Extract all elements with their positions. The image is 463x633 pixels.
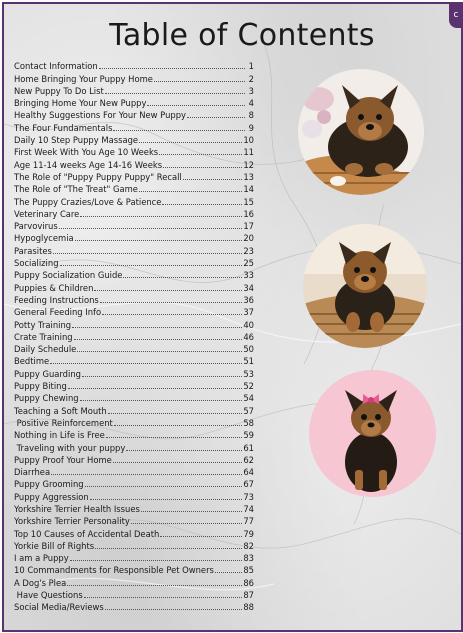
toc-entry-page: 46 — [243, 331, 254, 342]
toc-entry-page: 13 — [243, 171, 254, 182]
toc-entry[interactable] — [14, 72, 254, 84]
dot-leader — [74, 339, 243, 340]
toc-entry-label: Bringing Home Your New Puppy — [14, 98, 147, 109]
toc-entry[interactable] — [14, 85, 254, 97]
dot-leader — [113, 130, 245, 131]
toc-entry[interactable] — [14, 589, 254, 601]
toc-entry-label: Parasites — [14, 245, 52, 256]
toc-entry-label: Age 11-14 weeks Age 14-16 Weeks — [14, 159, 163, 170]
toc-entry[interactable] — [14, 343, 254, 355]
toc-entry-page: 62 — [243, 454, 254, 465]
toc-entry-page: 8 — [248, 110, 254, 121]
toc-entry-page: 1 — [248, 61, 254, 72]
toc-entry-page: 82 — [243, 540, 254, 551]
dot-leader — [163, 167, 242, 168]
toc-entry[interactable] — [14, 576, 254, 588]
dot-leader — [100, 302, 243, 303]
toc-entry-label: The Role of "The Treat" Game — [14, 184, 138, 195]
toc-entry-label: New Puppy To Do List — [14, 85, 104, 96]
toc-entry-page: 51 — [243, 356, 254, 367]
dot-leader — [139, 142, 242, 143]
dot-leader — [123, 277, 242, 278]
toc-entry-label: Puppy Proof Your Home — [14, 454, 112, 465]
toc-entry[interactable] — [14, 404, 254, 416]
toc-entry-page: 54 — [243, 393, 254, 404]
toc-entry-label: Bedtime — [14, 356, 50, 367]
toc-entry-label: Positive Reinforcement — [14, 417, 113, 428]
toc-entry-label: Healthy Suggestions For Your New Puppy — [14, 110, 186, 121]
toc-entry-label: Yorkie Bill of Rights — [14, 540, 95, 551]
puppy-in-basket-with-flowers-image — [298, 69, 424, 195]
toc-entry-label: Parvovirus — [14, 221, 58, 232]
dot-leader — [162, 204, 242, 205]
toc-entry[interactable] — [14, 380, 254, 392]
toc-entry-label: Diarrhea — [14, 467, 51, 478]
toc-entry-page: 4 — [248, 98, 254, 109]
dot-leader — [160, 536, 242, 537]
toc-entry-label: Have Questions — [14, 590, 83, 601]
dot-leader — [59, 228, 243, 229]
dot-leader — [51, 474, 242, 475]
toc-entry-page: 87 — [243, 590, 254, 601]
toc-entry[interactable] — [14, 146, 254, 158]
toc-entry[interactable] — [14, 601, 254, 613]
toc-entry[interactable] — [14, 355, 254, 367]
toc-entry[interactable] — [14, 244, 254, 256]
toc-entry-page: 77 — [243, 516, 254, 527]
dot-leader — [183, 179, 243, 180]
dot-leader — [141, 511, 242, 512]
dot-leader — [50, 363, 242, 364]
dot-leader — [77, 351, 242, 352]
toc-entry-page: 33 — [243, 270, 254, 281]
toc-entry-page: 23 — [243, 245, 254, 256]
toc-entry-page: 16 — [243, 208, 254, 219]
toc-entry-page: 57 — [243, 405, 254, 416]
toc-entry-label: Top 10 Causes of Accidental Death — [14, 528, 160, 539]
page-title: Table of Contents — [109, 18, 375, 53]
toc-entry-page: 52 — [243, 381, 254, 392]
toc-entry[interactable] — [14, 97, 254, 109]
toc-entry-label: General Feeding Info — [14, 307, 102, 318]
toc-entry-label: Traveling with your puppy — [14, 442, 126, 453]
toc-entry-label: Puppy Grooming — [14, 479, 84, 490]
dot-leader — [82, 376, 242, 377]
dot-leader — [147, 105, 245, 106]
toc-entry-label: Veterinary Care — [14, 208, 80, 219]
dot-leader — [215, 572, 242, 573]
toc-entry[interactable] — [14, 417, 254, 429]
toc-entry-page: 53 — [243, 368, 254, 379]
dot-leader — [75, 240, 243, 241]
toc-entry-label: A Dog's Plea — [14, 577, 67, 588]
toc-entry-label: First Week With You Age 10 Weeks — [14, 147, 159, 158]
dot-leader — [72, 327, 242, 328]
puppy-with-pink-bow-image — [309, 370, 436, 497]
toc-list — [14, 60, 254, 613]
toc-entry-page: 64 — [243, 467, 254, 478]
toc-entry-page: 36 — [243, 294, 254, 305]
dot-leader — [154, 81, 245, 82]
toc-entry-label: The Four Fundamentals — [14, 122, 113, 133]
dot-leader — [139, 191, 242, 192]
corner-tab[interactable]: c — [449, 2, 463, 28]
toc-entry[interactable] — [14, 429, 254, 441]
toc-entry-label: Feeding Instructions — [14, 294, 99, 305]
toc-entry-label: Potty Training — [14, 319, 72, 330]
dot-leader — [68, 388, 243, 389]
dot-leader — [102, 314, 242, 315]
toc-entry-page: 85 — [243, 565, 254, 576]
toc-entry-label: Yorkshire Terrier Personality — [14, 516, 130, 527]
dot-leader — [90, 499, 243, 500]
toc-entry[interactable] — [14, 183, 254, 195]
dot-leader — [105, 93, 245, 94]
dot-leader — [67, 585, 242, 586]
toc-entry[interactable] — [14, 318, 254, 330]
toc-entry[interactable] — [14, 515, 254, 527]
toc-entry-page: 59 — [243, 430, 254, 441]
dot-leader — [60, 265, 243, 266]
toc-entry-page: 11 — [243, 147, 254, 158]
toc-entry-page: 58 — [243, 417, 254, 428]
toc-entry[interactable] — [14, 503, 254, 515]
toc-entry-label: Puppy Chewing — [14, 393, 79, 404]
toc-entry[interactable] — [14, 490, 254, 502]
toc-entry[interactable] — [14, 478, 254, 490]
dot-leader — [126, 450, 242, 451]
toc-entry-label: Puppies & Children — [14, 282, 94, 293]
toc-entry-label: Socializing — [14, 258, 59, 269]
puppy-in-wicker-basket-image — [303, 224, 427, 348]
toc-entry-label: Contact Information — [14, 61, 98, 72]
toc-entry-label: Crate Training — [14, 331, 73, 342]
toc-entry[interactable] — [14, 441, 254, 453]
toc-entry[interactable] — [14, 208, 254, 220]
toc-entry[interactable] — [14, 281, 254, 293]
toc-entry[interactable] — [14, 331, 254, 343]
toc-entry-page: 14 — [243, 184, 254, 195]
toc-entry-label: Puppy Guarding — [14, 368, 81, 379]
toc-entry-page: 2 — [248, 73, 254, 84]
toc-entry[interactable] — [14, 306, 254, 318]
toc-entry-page: 83 — [243, 553, 254, 564]
dot-leader — [94, 290, 242, 291]
toc-entry-label: Yorkshire Terrier Health Issues — [14, 503, 140, 514]
toc-entry-page: 73 — [243, 491, 254, 502]
toc-entry[interactable] — [14, 527, 254, 539]
dot-leader — [108, 413, 243, 414]
dot-leader — [85, 486, 243, 487]
toc-entry-page: 10 — [243, 135, 254, 146]
dot-leader — [84, 597, 243, 598]
dot-leader — [80, 216, 242, 217]
toc-entry-label: I am a Puppy — [14, 553, 69, 564]
toc-entry-page: 3 — [248, 85, 254, 96]
toc-entry[interactable] — [14, 60, 254, 72]
toc-page — [2, 2, 463, 632]
toc-entry[interactable] — [14, 454, 254, 466]
dot-leader — [187, 117, 245, 118]
toc-entry-page: 40 — [243, 319, 254, 330]
toc-entry[interactable] — [14, 220, 254, 232]
toc-entry[interactable] — [14, 564, 254, 576]
toc-entry-label: Daily Schedule — [14, 344, 77, 355]
toc-entry[interactable] — [14, 367, 254, 379]
toc-entry[interactable] — [14, 109, 254, 121]
toc-entry-page: 79 — [243, 528, 254, 539]
toc-entry[interactable] — [14, 540, 254, 552]
toc-entry[interactable] — [14, 158, 254, 170]
toc-entry[interactable] — [14, 294, 254, 306]
dot-leader — [113, 462, 243, 463]
toc-entry-page: 20 — [243, 233, 254, 244]
toc-entry[interactable] — [14, 195, 254, 207]
toc-entry-label: Teaching a Soft Mouth — [14, 405, 107, 416]
toc-entry[interactable] — [14, 171, 254, 183]
toc-entry-page: 86 — [243, 577, 254, 588]
toc-entry-label: The Puppy Crazies/Love & Patience — [14, 196, 162, 207]
toc-entry[interactable] — [14, 134, 254, 146]
dot-leader — [95, 548, 242, 549]
toc-entry-label: Puppy Biting — [14, 381, 67, 392]
toc-entry-page: 88 — [243, 602, 254, 613]
dot-leader — [99, 68, 245, 69]
toc-entry-label: Social Media/Reviews — [14, 602, 104, 613]
toc-entry-page: 74 — [243, 503, 254, 514]
toc-entry-label: Puppy Aggression — [14, 491, 89, 502]
toc-entry-page: 50 — [243, 344, 254, 355]
toc-entry[interactable] — [14, 232, 254, 244]
dot-leader — [131, 523, 243, 524]
toc-entry-page: 61 — [243, 442, 254, 453]
dot-leader — [70, 560, 243, 561]
dot-leader — [80, 400, 243, 401]
toc-entry-page: 9 — [248, 122, 254, 133]
dot-leader — [105, 609, 243, 610]
toc-entry[interactable] — [14, 466, 254, 478]
toc-entry[interactable] — [14, 257, 254, 269]
toc-entry[interactable] — [14, 552, 254, 564]
dot-leader — [159, 154, 242, 155]
toc-entry-label: Nothing in Life is Free — [14, 430, 105, 441]
toc-entry-label: Home Bringing Your Puppy Home — [14, 73, 153, 84]
toc-entry-label: 10 Commandments for Responsible Pet Owners — [14, 565, 214, 576]
toc-entry-page: 25 — [243, 258, 254, 269]
toc-entry-page: 34 — [243, 282, 254, 293]
toc-entry-page: 17 — [243, 221, 254, 232]
toc-entry-label: The Role of "Puppy Puppy Puppy" Recall — [14, 171, 182, 182]
toc-entry-label: Puppy Socialization Guide — [14, 270, 123, 281]
toc-entry[interactable] — [14, 392, 254, 404]
dot-leader — [53, 253, 242, 254]
toc-entry-page: 15 — [243, 196, 254, 207]
dot-leader — [106, 437, 243, 438]
toc-entry-page: 12 — [243, 159, 254, 170]
toc-entry-page: 67 — [243, 479, 254, 490]
dot-leader — [114, 425, 242, 426]
toc-entry[interactable] — [14, 121, 254, 133]
toc-entry-label: Daily 10 Step Puppy Massage — [14, 135, 139, 146]
toc-entry-label: Hypoglycemia — [14, 233, 74, 244]
toc-entry-page: 37 — [243, 307, 254, 318]
toc-entry[interactable] — [14, 269, 254, 281]
